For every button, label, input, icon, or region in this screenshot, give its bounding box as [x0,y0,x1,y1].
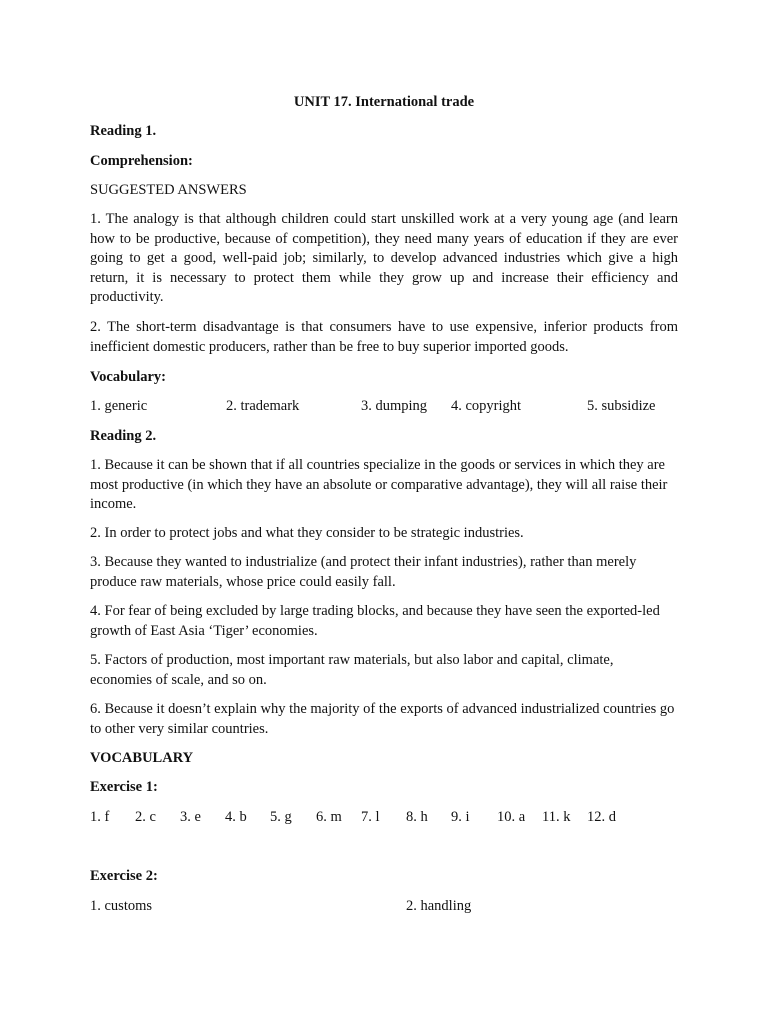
exercise1-item: 3. e [180,809,201,825]
vocabulary-item: 4. copyright [451,398,522,414]
exercise1-item: 7. l [361,809,380,825]
exercise1-item: 9. i [451,809,470,825]
exercise1-item: 11. k [542,809,571,825]
vocabulary-item: 1. generic [90,398,148,414]
vocabulary-item: 3. dumping [361,398,428,414]
exercise1-answers [90,808,678,828]
reading2-answer-4: 4. For fear of being excluded by large trading blocks, and because they have seen the exported-led growth of East Asia ‘Tiger’ economies. [90,603,660,639]
reading1-answer-2: 2. The short-term disadvantage is that consumers have to use expensive, inferior products from inefficient domestic producers, rather than be free to buy superior imported goods. [90,319,678,355]
exercise1-item: 12. d [587,809,616,825]
reading2-answer-6: 6. Because it doesn’t explain why the majority of the exports of advanced industrialized countries go to other very similar countries. [90,701,675,737]
reading2-answer-1: 1. Because it can be shown that if all countries specialize in the goods or services in which they are most productive (in which they have an absolute or comparative advantage), they will all raise their income. [90,457,668,512]
page-title: UNIT 17. International trade [293,94,475,110]
reading2-answer-3: 3. Because they wanted to industrialize (and protect their infant industries), rather than merely produce raw materials, whose price could easily fall. [90,554,637,590]
exercise2-item: 1. customs [90,898,153,914]
exercise2-heading: Exercise 2: [90,868,158,884]
vocabulary-section-heading: VOCABULARY [90,750,194,766]
vocabulary-item: 2. trademark [226,398,300,414]
exercise1-item: 1. f [90,809,110,825]
reading2-heading: Reading 2. [90,428,157,444]
suggested-answers-label: SUGGESTED ANSWERS [90,182,247,198]
vocabulary-heading: Vocabulary: [90,369,166,385]
comprehension-heading: Comprehension: [90,153,193,169]
vocabulary-item: 5. subsidize [587,398,656,414]
reading2-answer-2: 2. In order to protect jobs and what they consider to be strategic industries. [90,525,524,541]
reading2-answer-5: 5. Factors of production, most important raw materials, but also labor and capital, climate, economies of scale, and so on. [90,652,614,688]
reading1-answer-1: 1. The analogy is that although children could start unskilled work at a very young age (and learn how to be productive, because of competition), they need many years of education if they are ever going to get a good, well-paid job; similarly, to develop advanced industries which give a high return, it is necessary to protect them while they grow up and increase their efficiency and productivity. [90,211,678,305]
exercise1-item: 8. h [406,809,428,825]
reading1-heading: Reading 1. [90,123,157,139]
exercise1-item: 4. b [225,809,247,825]
exercise2-item: 2. handling [406,898,472,914]
exercise1-item: 6. m [316,809,342,825]
exercise1-item: 5. g [270,809,292,825]
exercise1-item: 2. c [135,809,156,825]
vocabulary-list [90,397,678,417]
exercise1-item: 10. a [497,809,526,825]
exercise2-answers [90,897,678,917]
exercise1-heading: Exercise 1: [90,779,158,795]
